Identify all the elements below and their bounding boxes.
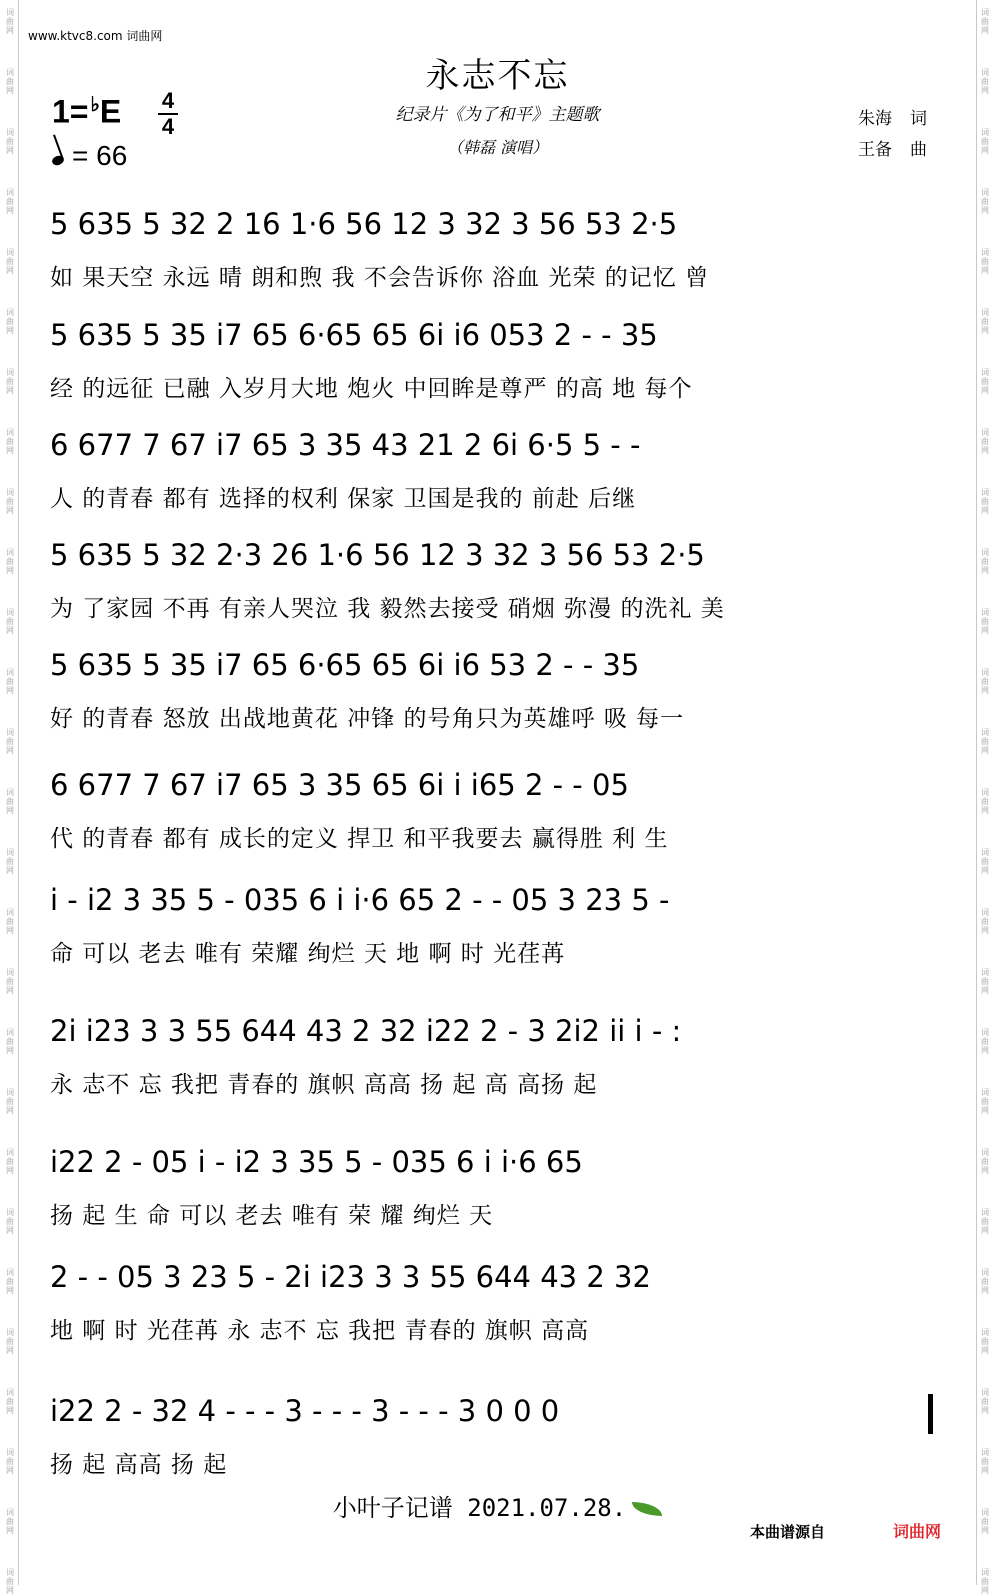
watermark-mark: 词 曲 网 [981, 488, 989, 515]
notes-line-10: 2 - - 05 3 23 5 - 2i i23 3 3 55 644 43 2 32 [50, 1260, 651, 1294]
lyrics-line-10: 地 啊 时 光荏苒 永 志不 忘 我把 青春的 旗帜 高高 [50, 1318, 590, 1344]
score-line-4 [50, 538, 940, 628]
singer-credit: （韩磊 演唱） [446, 138, 549, 157]
score-line-8 [50, 1014, 940, 1104]
transcriber-footer [0, 1488, 995, 1523]
watermark-mark: 词 曲 网 [6, 848, 14, 875]
score-line-6 [50, 768, 940, 858]
lyrics-line-9: 扬 起 生 命 可以 老去 唯有 荣 耀 绚烂 天 [50, 1203, 494, 1229]
watermark-mark: 词 曲 网 [981, 1028, 989, 1055]
quarter-note-icon [51, 154, 65, 167]
right-watermark-strip [975, 0, 995, 1595]
time-signature [158, 90, 178, 138]
notes-line-11: i22 2 - 32 4 - - - 3 - - - 3 - - - 3 0 0 0 [50, 1394, 560, 1428]
score-line-7 [50, 883, 940, 973]
watermark-mark: 词 曲 网 [6, 1328, 14, 1355]
watermark-mark: 词 曲 网 [6, 8, 14, 35]
score-line-10 [50, 1260, 940, 1350]
notes-line-7: i - i2 3 35 5 - 035 6 i i·6 65 2 - - 05 3 23 5 - [50, 883, 670, 917]
notes-line-4: 5 635 5 32 2·3 26 1·6 56 12 3 32 3 56 53 2·5 [50, 538, 705, 572]
flat-icon: ♭ [90, 94, 100, 116]
watermark-mark: 词 曲 网 [981, 1208, 989, 1235]
source-text: 本曲谱源自 [750, 1523, 826, 1541]
watermark-mark: 词 曲 网 [6, 1388, 14, 1415]
watermark-mark: 词 曲 网 [6, 1508, 14, 1535]
watermark-mark: 词 曲 网 [981, 68, 989, 95]
lyrics-line-5: 好 的青春 怒放 出战地黄花 冲锋 的号角只为英雄呼 吸 每一 [50, 706, 685, 732]
notes-line-6: 6 677 7 67 i7 65 3 35 65 6i i i65 2 - - 05 [50, 768, 629, 802]
score-line-9 [50, 1145, 940, 1235]
song-title: 永志不忘 [425, 56, 570, 96]
score-line-3 [50, 428, 940, 518]
composer-role: 曲 [910, 140, 927, 160]
watermark-mark: 词 曲 网 [6, 668, 14, 695]
watermark-mark: 词 曲 网 [981, 308, 989, 335]
tempo-value: = 66 [72, 140, 128, 171]
source-brand: 词曲网 [893, 1522, 942, 1541]
watermark-mark: 词 曲 网 [981, 248, 989, 275]
watermark-mark: 词 曲 网 [981, 1388, 989, 1415]
watermark-mark: 词 曲 网 [6, 1208, 14, 1235]
notes-line-5: 5 635 5 35 i7 65 6·65 65 6i i6 53 2 - - 35 [50, 648, 640, 682]
watermark-mark: 词 曲 网 [981, 1568, 989, 1595]
watermark-mark: 词 曲 网 [981, 1088, 989, 1115]
key-prefix: 1= [52, 93, 89, 130]
watermark-mark: 词 曲 网 [981, 428, 989, 455]
watermark-mark: 词 曲 网 [981, 368, 989, 395]
lyrics-line-11: 扬 起 高高 扬 起 [50, 1452, 228, 1478]
watermark-mark: 词 曲 网 [6, 608, 14, 635]
key-signature [52, 92, 121, 131]
watermark-mark: 词 曲 网 [6, 428, 14, 455]
watermark-mark: 词 曲 网 [981, 1328, 989, 1355]
lyrics-line-4: 为 了家园 不再 有亲人哭泣 我 毅然去接受 硝烟 弥漫 的洗礼 美 [50, 596, 725, 622]
watermark-mark: 词 曲 网 [6, 368, 14, 395]
watermark-mark: 词 曲 网 [981, 548, 989, 575]
watermark-mark: 词 曲 网 [981, 188, 989, 215]
watermark-mark: 词 曲 网 [981, 1148, 989, 1175]
watermark-mark: 词 曲 网 [6, 188, 14, 215]
watermark-mark: 词 曲 网 [981, 788, 989, 815]
watermark-mark: 词 曲 网 [6, 728, 14, 755]
watermark-mark: 词 曲 网 [6, 1148, 14, 1175]
watermark-mark: 词 曲 网 [6, 1088, 14, 1115]
final-barline [928, 1394, 933, 1434]
watermark-mark: 词 曲 网 [6, 128, 14, 155]
notes-line-3: 6 677 7 67 i7 65 3 35 43 21 2 6i 6·5 5 - - [50, 428, 641, 462]
lyrics-line-8: 永 志不 忘 我把 青春的 旗帜 高高 扬 起 高 高扬 起 [50, 1072, 598, 1098]
watermark-mark: 词 曲 网 [6, 308, 14, 335]
watermark-mark: 词 曲 网 [981, 668, 989, 695]
score-line-2 [50, 318, 940, 408]
key-note: E [99, 93, 122, 130]
site-url: www.ktvc8.com 词曲网 [28, 29, 163, 43]
notes-line-1: 5 635 5 32 2 16 1·6 56 12 3 32 3 56 53 2·5 [50, 207, 678, 241]
watermark-mark: 词 曲 网 [6, 1448, 14, 1475]
time-signature-bottom: 4 [161, 114, 175, 139]
watermark-mark: 词 曲 网 [981, 1448, 989, 1475]
lyrics-line-7: 命 可以 老去 唯有 荣耀 绚烂 天 地 啊 时 光荏苒 [50, 941, 566, 967]
lyricist-credit [858, 104, 927, 129]
watermark-mark: 词 曲 网 [981, 908, 989, 935]
composer-name: 王备 [858, 140, 892, 160]
watermark-mark: 词 曲 网 [981, 608, 989, 635]
watermark-mark: 词 曲 网 [6, 488, 14, 515]
left-watermark-strip [0, 0, 20, 1595]
time-signature-top: 4 [161, 88, 175, 113]
watermark-mark: 词 曲 网 [6, 1028, 14, 1055]
watermark-mark: 词 曲 网 [6, 1568, 14, 1595]
score-line-5 [50, 648, 940, 738]
watermark-mark: 词 曲 网 [6, 68, 14, 95]
watermark-mark: 词 曲 网 [981, 8, 989, 35]
watermark-mark: 词 曲 网 [981, 728, 989, 755]
watermark-mark: 词 曲 网 [981, 128, 989, 155]
lyricist-name: 朱海 [858, 109, 892, 129]
lyrics-line-3: 人 的青春 都有 选择的权利 保家 卫国是我的 前赴 后继 [50, 486, 637, 512]
score-line-11 [50, 1394, 940, 1484]
lyrics-line-2: 经 的远征 已融 入岁月大地 炮火 中回眸是尊严 的高 地 每个 [50, 376, 693, 402]
song-subtitle: 纪录片《为了和平》主题歌 [395, 105, 600, 125]
lyricist-role: 词 [910, 109, 927, 129]
watermark-mark: 词 曲 网 [981, 1508, 989, 1535]
tempo-marking [52, 140, 127, 172]
composer-credit [858, 135, 927, 160]
watermark-mark: 词 曲 网 [6, 1268, 14, 1295]
watermark-mark: 词 曲 网 [6, 248, 14, 275]
watermark-mark: 词 曲 网 [981, 848, 989, 875]
watermark-mark: 词 曲 网 [6, 968, 14, 995]
lyrics-line-6: 代 的青春 都有 成长的定义 捍卫 和平我要去 赢得胜 利 生 [50, 826, 669, 852]
watermark-mark: 词 曲 网 [6, 548, 14, 575]
watermark-mark: 词 曲 网 [6, 788, 14, 815]
watermark-mark: 词 曲 网 [6, 908, 14, 935]
notes-line-9: i22 2 - 05 i - i2 3 35 5 - 035 6 i i·6 65 [50, 1145, 583, 1179]
leaf-icon [632, 1502, 662, 1516]
watermark-mark: 词 曲 网 [981, 968, 989, 995]
notes-line-2: 5 635 5 35 i7 65 6·65 65 6i i6 053 2 - - 35 [50, 318, 658, 352]
watermark-mark: 词 曲 网 [981, 1268, 989, 1295]
footer-text: 小叶子记谱 2021.07.28. [332, 1494, 627, 1522]
score-line-1 [50, 207, 940, 297]
lyrics-line-1: 如 果天空 永远 晴 朗和煦 我 不会告诉你 浴血 光荣 的记忆 曾 [50, 265, 710, 291]
notes-line-8: 2i i23 3 3 55 644 43 2 32 i22 2 - 3 2i2 ii i - : [50, 1014, 682, 1048]
